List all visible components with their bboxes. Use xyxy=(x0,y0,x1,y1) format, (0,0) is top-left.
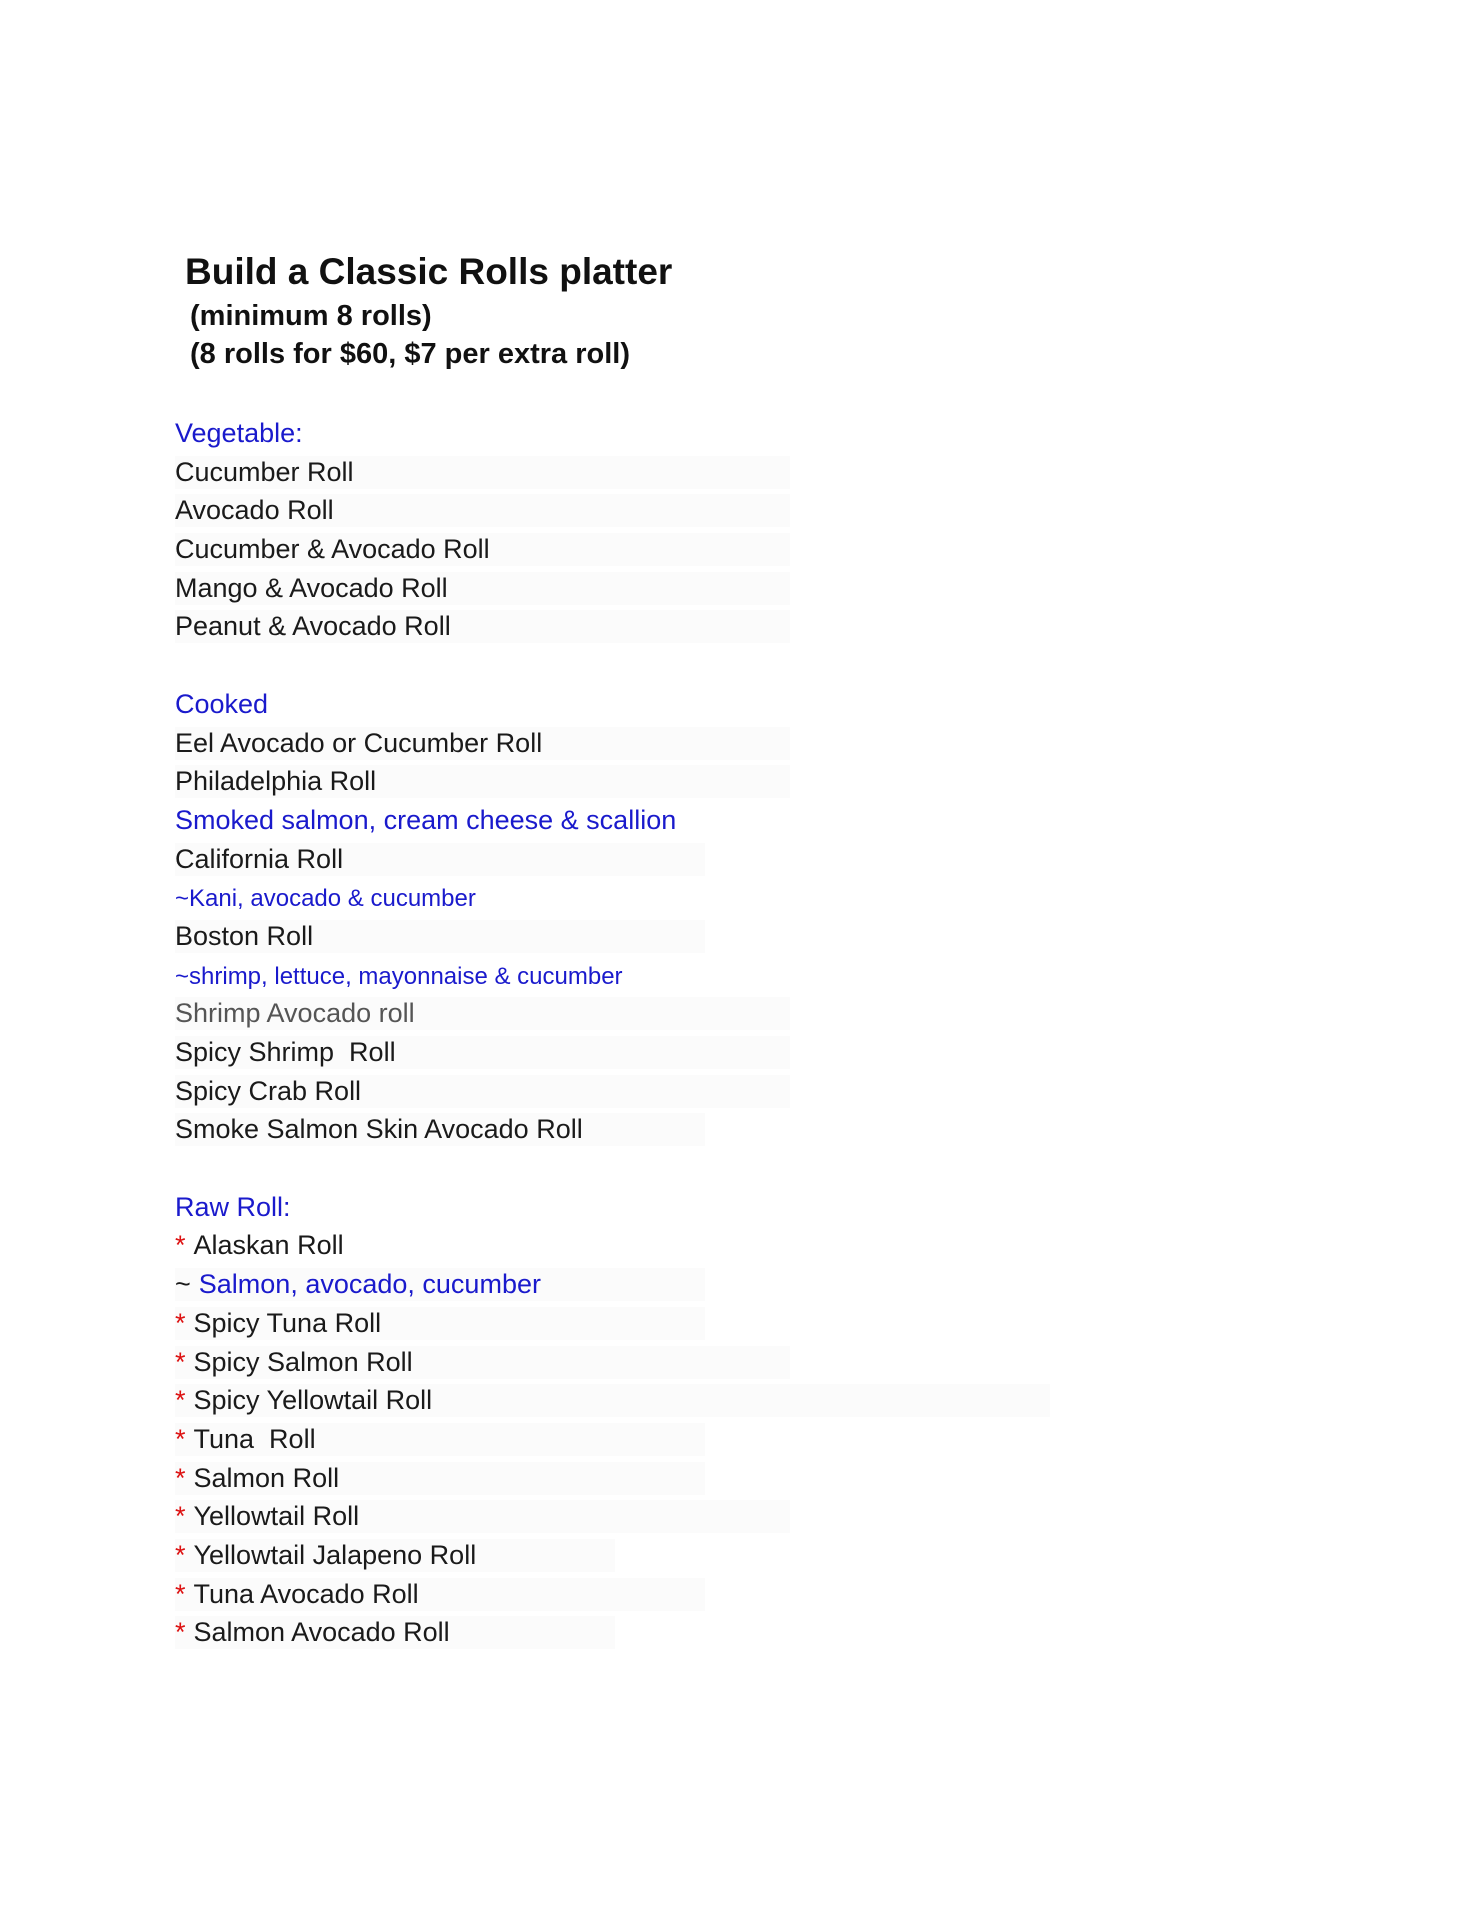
list-item xyxy=(175,1343,1075,1382)
menu-item: Salmon Roll xyxy=(193,1462,340,1493)
list-item xyxy=(175,917,1075,956)
list-item xyxy=(175,840,1075,879)
asterisk-icon: * xyxy=(175,1578,186,1609)
list-item xyxy=(175,1381,1075,1420)
asterisk-icon: * xyxy=(175,1230,186,1261)
list-item xyxy=(175,491,1075,530)
list-item xyxy=(175,453,1075,492)
menu-item: Shrimp Avocado roll xyxy=(175,998,415,1029)
item-description xyxy=(175,956,1075,995)
menu-item: Yellowtail Jalapeno Roll xyxy=(193,1539,477,1570)
menu-item: Spicy Shrimp Roll xyxy=(175,1037,396,1067)
menu-item: Spicy Salmon Roll xyxy=(193,1346,413,1377)
menu-item: Salmon Avocado Roll xyxy=(193,1617,450,1648)
asterisk-icon: * xyxy=(175,1346,186,1377)
section-spacer xyxy=(175,1149,1075,1188)
list-item xyxy=(175,1575,1075,1614)
list-item xyxy=(175,1033,1075,1072)
list-item xyxy=(175,1110,1075,1149)
list-item xyxy=(175,1420,1075,1459)
menu-item: Yellowtail Roll xyxy=(193,1501,360,1532)
list-item xyxy=(175,724,1075,763)
list-item xyxy=(175,762,1075,801)
asterisk-icon: * xyxy=(175,1462,186,1493)
menu-item: Alaskan Roll xyxy=(193,1230,344,1261)
list-item xyxy=(175,1072,1075,1111)
section-heading-raw xyxy=(175,1188,1075,1227)
asterisk-icon: * xyxy=(175,1539,186,1570)
list-item xyxy=(175,1304,1075,1343)
page-title: Build a Classic Rolls platter xyxy=(185,251,673,292)
list-item xyxy=(175,569,1075,608)
list-item xyxy=(175,1226,1075,1265)
alaskan-description: Salmon, avocado, cucumber xyxy=(198,1269,541,1300)
menu-item: Tuna Roll xyxy=(193,1423,316,1454)
menu-item: Avocado Roll xyxy=(175,495,334,526)
list-item xyxy=(175,1613,1075,1652)
menu-item: California Roll xyxy=(175,843,344,874)
menu-item: Cucumber Roll xyxy=(175,456,354,487)
menu-item: Tuna Avocado Roll xyxy=(193,1578,419,1609)
menu-item: Spicy Tuna Roll xyxy=(193,1307,382,1338)
list-item xyxy=(175,1536,1075,1575)
tilde-mark: ~ xyxy=(175,1269,191,1300)
menu-item: Spicy Yellowtail Roll xyxy=(193,1385,433,1416)
menu-item: Peanut & Avocado Roll xyxy=(175,611,451,642)
menu-item: Spicy Crab Roll xyxy=(175,1075,362,1106)
section-heading-vegetable xyxy=(175,414,1075,453)
menu-item: Boston Roll xyxy=(175,920,314,951)
asterisk-icon: * xyxy=(175,1385,186,1416)
asterisk-icon: * xyxy=(175,1307,186,1338)
item-description xyxy=(175,801,1075,840)
minimum-note: (minimum 8 rolls) xyxy=(190,300,432,332)
list-item xyxy=(175,607,1075,646)
boston-description: ~shrimp, lettuce, mayonnaise & cucumber xyxy=(175,962,623,990)
asterisk-icon: * xyxy=(175,1501,186,1532)
philadelphia-description: Smoked salmon, cream cheese & scallion xyxy=(175,804,677,835)
california-description: ~Kani, avocado & cucumber xyxy=(175,885,476,913)
vegetable-heading: Vegetable: xyxy=(175,418,303,448)
raw-heading: Raw Roll: xyxy=(175,1191,291,1222)
roll-menu xyxy=(175,414,1075,1652)
menu-item: Cucumber & Avocado Roll xyxy=(175,534,490,565)
section-heading-cooked xyxy=(175,685,1075,724)
list-item xyxy=(175,994,1075,1033)
menu-item: Eel Avocado or Cucumber Roll xyxy=(175,727,543,758)
item-description xyxy=(175,878,1075,917)
asterisk-icon: * xyxy=(175,1617,186,1648)
list-item xyxy=(175,1497,1075,1536)
menu-item: Philadelphia Roll xyxy=(175,766,377,797)
menu-item: Mango & Avocado Roll xyxy=(175,572,448,603)
list-item xyxy=(175,530,1075,569)
cooked-heading: Cooked xyxy=(175,688,269,719)
item-description xyxy=(175,1265,1075,1304)
asterisk-icon: * xyxy=(175,1423,186,1454)
list-item xyxy=(175,1459,1075,1498)
section-spacer xyxy=(175,646,1075,685)
price-note: (8 rolls for $60, $7 per extra roll) xyxy=(190,338,631,370)
menu-item: Smoke Salmon Skin Avocado Roll xyxy=(175,1114,583,1145)
